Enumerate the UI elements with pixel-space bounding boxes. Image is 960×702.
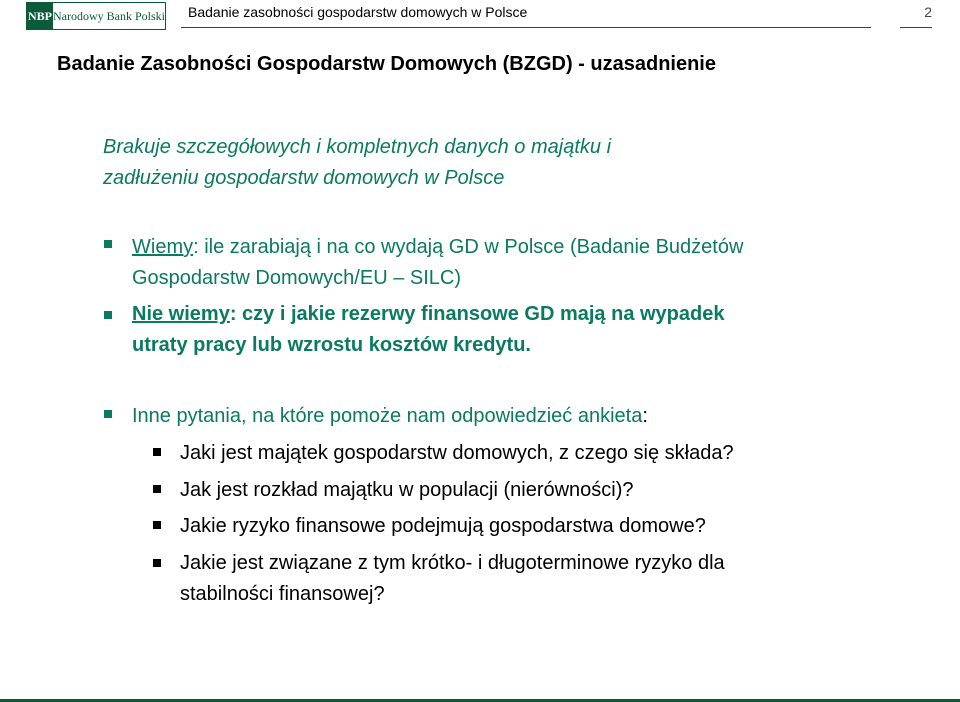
sub-bullet-square-icon	[153, 448, 161, 456]
nbp-logo	[26, 2, 166, 30]
sub-bullet-4-line-1: Jakie jest związane z tym krótko- i długoterminowe ryzyko dla	[180, 552, 725, 574]
bullet-square-icon	[104, 410, 112, 418]
subtitle-line-1: Brakuje szczegółowych i kompletnych danych o majątku i	[103, 136, 612, 158]
bullet-nie-wiemy-text-2: utraty pracy lub wzrostu kosztów kredytu.	[132, 334, 531, 356]
bullet-inne-pytania-colon: :	[642, 405, 648, 427]
slide-subtitle	[103, 132, 823, 194]
sub-bullet-3: Jakie ryzyko finansowe podejmują gospodarstwa domowe?	[180, 515, 706, 537]
logo-mark: NBP	[27, 3, 53, 29]
sub-bullet-2: Jak jest rozkład majątku w populacji (nierówności)?	[180, 479, 634, 501]
bullet-wiemy-text-2: Gospodarstw Domowych/EU – SILC)	[132, 267, 462, 289]
logo-text: Narodowy Bank Polski	[53, 3, 165, 29]
sub-bullet-square-icon	[153, 559, 161, 567]
bullet-wiemy-colon: :	[193, 236, 199, 258]
bullet-square-icon	[104, 311, 112, 319]
page-number-divider	[900, 27, 932, 28]
sub-bullet-square-icon	[153, 485, 161, 493]
header-title: Badanie zasobności gospodarstw domowych w Polsce	[188, 4, 528, 20]
sub-bullet-4-line-2: stabilności finansowej?	[180, 583, 385, 605]
bullet-nie-wiemy-text-1: : czy i jakie rezerwy finansowe GD mają na wypadek	[229, 303, 725, 325]
header-divider	[181, 27, 871, 28]
bullet-inne-pytania	[132, 401, 912, 432]
subtitle-line-2: zadłużeniu gospodarstw domowych w Polsce	[103, 167, 505, 189]
bullet-inne-pytania-text: Inne pytania, na które pomoże nam odpowiedzieć ankieta	[132, 405, 643, 427]
bullet-nie-wiemy	[132, 299, 912, 361]
page-number: 2	[924, 4, 932, 20]
sub-bullet-square-icon	[153, 521, 161, 529]
bullet-wiemy-text-1: ile zarabiają i na co wydają GD w Polsce (Badanie Budżetów	[198, 236, 744, 258]
slide-title: Badanie Zasobności Gospodarstw Domowych (BZGD) - uzasadnienie	[57, 53, 716, 75]
sub-bullet-4	[180, 548, 900, 610]
bullet-square-icon	[104, 240, 112, 248]
sub-bullet-1: Jaki jest majątek gospodarstw domowych, z czego się składa?	[180, 442, 734, 464]
bullet-wiemy-keyword: Wiemy	[132, 236, 194, 258]
bullet-nie-wiemy-keyword: Nie wiemy	[132, 303, 230, 325]
bullet-wiemy	[132, 232, 912, 294]
